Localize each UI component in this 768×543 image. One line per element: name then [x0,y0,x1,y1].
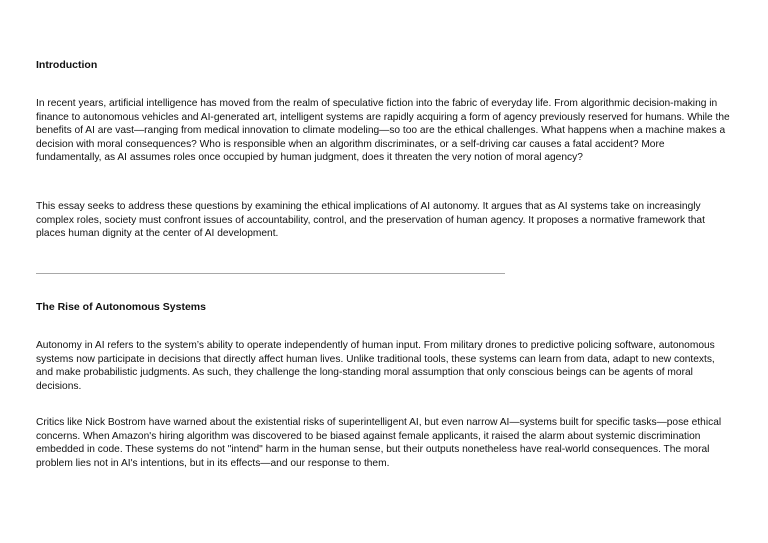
introduction-paragraph-1: In recent years, artificial intelligence has moved from the realm of speculative fiction into the fabric of everyday life. From algorithmic decision-making in finance to autonomous vehicles and AI-generated art, intelligent systems are rapidly acquiring a form of agency previously reserved for humans. While the benefits of AI are vast—ranging from medical innovation to climate modeling—so too are the ethical challenges. What happens when a machine makes a decision with moral consequences? Who is responsible when an algorithm discriminates, or a self-driving car causes a fatal accident? More fundamentally, as AI assumes roles once occupied by human judgment, does it threaten the very notion of moral agency? [36,98,730,164]
section-divider [36,273,505,274]
introduction-paragraph-2: This essay seeks to address these questions by examining the ethical implications of AI autonomy. It argues that as AI systems take on increasingly complex roles, society must confront issues of accountability, control, and the preservation of human agency. It proposes a normative framework that places human dignity at the center of AI development. [36,201,705,240]
introduction-heading: Introduction [36,59,98,71]
rise-paragraph-1: Autonomy in AI refers to the system’s ability to operate independently of human input. From military drones to predictive policing software, autonomous systems now participate in decisions that directly affect human lives. Unlike traditional tools, these systems can learn from data, adapt to new contexts, and make probabilistic judgments. As such, they challenge the long-standing moral assumption that only conscious beings can be agents of moral decisions. [36,340,715,392]
rise-of-autonomous-systems-heading: The Rise of Autonomous Systems [36,301,206,313]
rise-paragraph-2: Critics like Nick Bostrom have warned about the existential risks of superintelligent AI, but even narrow AI—systems built for specific tasks—pose ethical concerns. When Amazon's hiring algorithm was discovered to be biased against female applicants, it raised the alarm about systemic discrimination embedded in code. These systems do not "intend" harm in the human sense, but their outputs nonetheless have real-world consequences. The moral problem lies not in AI's intentions, but in its effects—and our response to them. [36,417,722,469]
